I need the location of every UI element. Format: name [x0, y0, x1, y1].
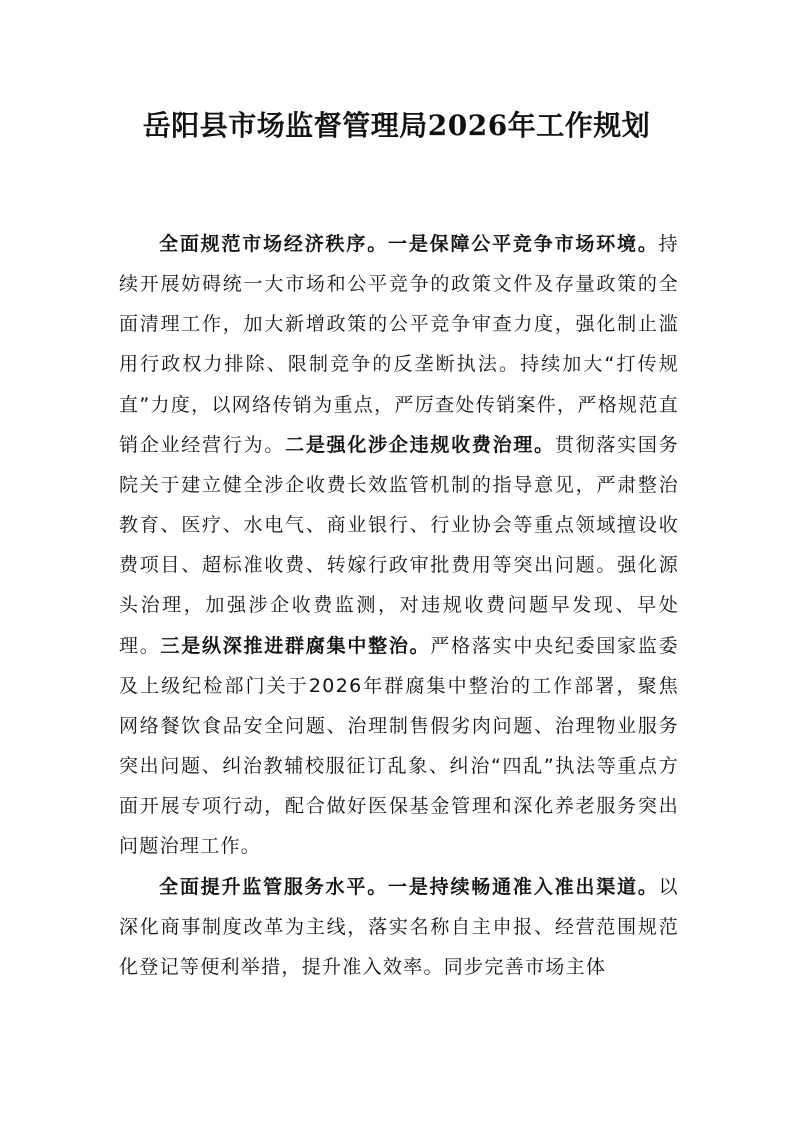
subheading-fee-governance: 二是强化涉企违规收费治理。 — [285, 433, 555, 456]
subheading-fair-competition: 一是保障公平竞争市场环境。 — [388, 233, 659, 255]
subheading-corruption-rectification: 三是纵深推进群腐集中整治。 — [160, 634, 431, 657]
section-heading-supervision-service: 全面提升监管服务水平。 — [159, 875, 389, 898]
document-title: 岳阳县市场监督管理局2026年工作规划 — [142, 109, 651, 142]
paragraph-supervision-service — [119, 867, 679, 987]
text-fee-governance: 贯彻落实国务院关于建立健全涉企收费长效监管机制的指导意见，严肃整治教育、医疗、水电气、商业银行、行业协会等重点领域擅设收费项目、超标准收费、转嫁行政审批费用等突出问题。强化源头治理，加强涉企收费监测，对违规收费问题早发现、早处理。 — [119, 433, 679, 657]
paragraph-market-order — [119, 224, 679, 867]
text-corruption-rectification: 严格落实中央纪委国家监委及上级纪检部门关于2026年群腐集中整治的工作部署，聚焦网络餐饮食品安全问题、治理制售假劣肉问题、治理物业服务突出问题、纠治教辅校服征订乱象、纠治“四乱”执法等重点方面开展专项行动，配合做好医保基金管理和深化养老服务突出问题治理工作。 — [119, 634, 679, 858]
section-heading-market-order: 全面规范市场经济秩序。 — [159, 233, 389, 255]
text-market-access: 以深化商事制度改革为主线，落实名称自主申报、经营范围规范化登记等便利举措，提升准入效率。同步完善市场主体 — [119, 875, 679, 978]
text-fair-competition: 持续开展妨碍统一大市场和公平竞争的政策文件及存量政策的全面清理工作，加大新增政策的公平竞争审查力度，强化制止滥用行政权力排除、限制竞争的反垄断执法。持续加大“打传规直”力度，以网络传销为重点，严厉查处传销案件，严格规范直销企业经营行为。 — [119, 233, 679, 456]
subheading-market-access: 一是持续畅通准入准出渠道。 — [388, 875, 659, 898]
document-body — [119, 224, 679, 987]
